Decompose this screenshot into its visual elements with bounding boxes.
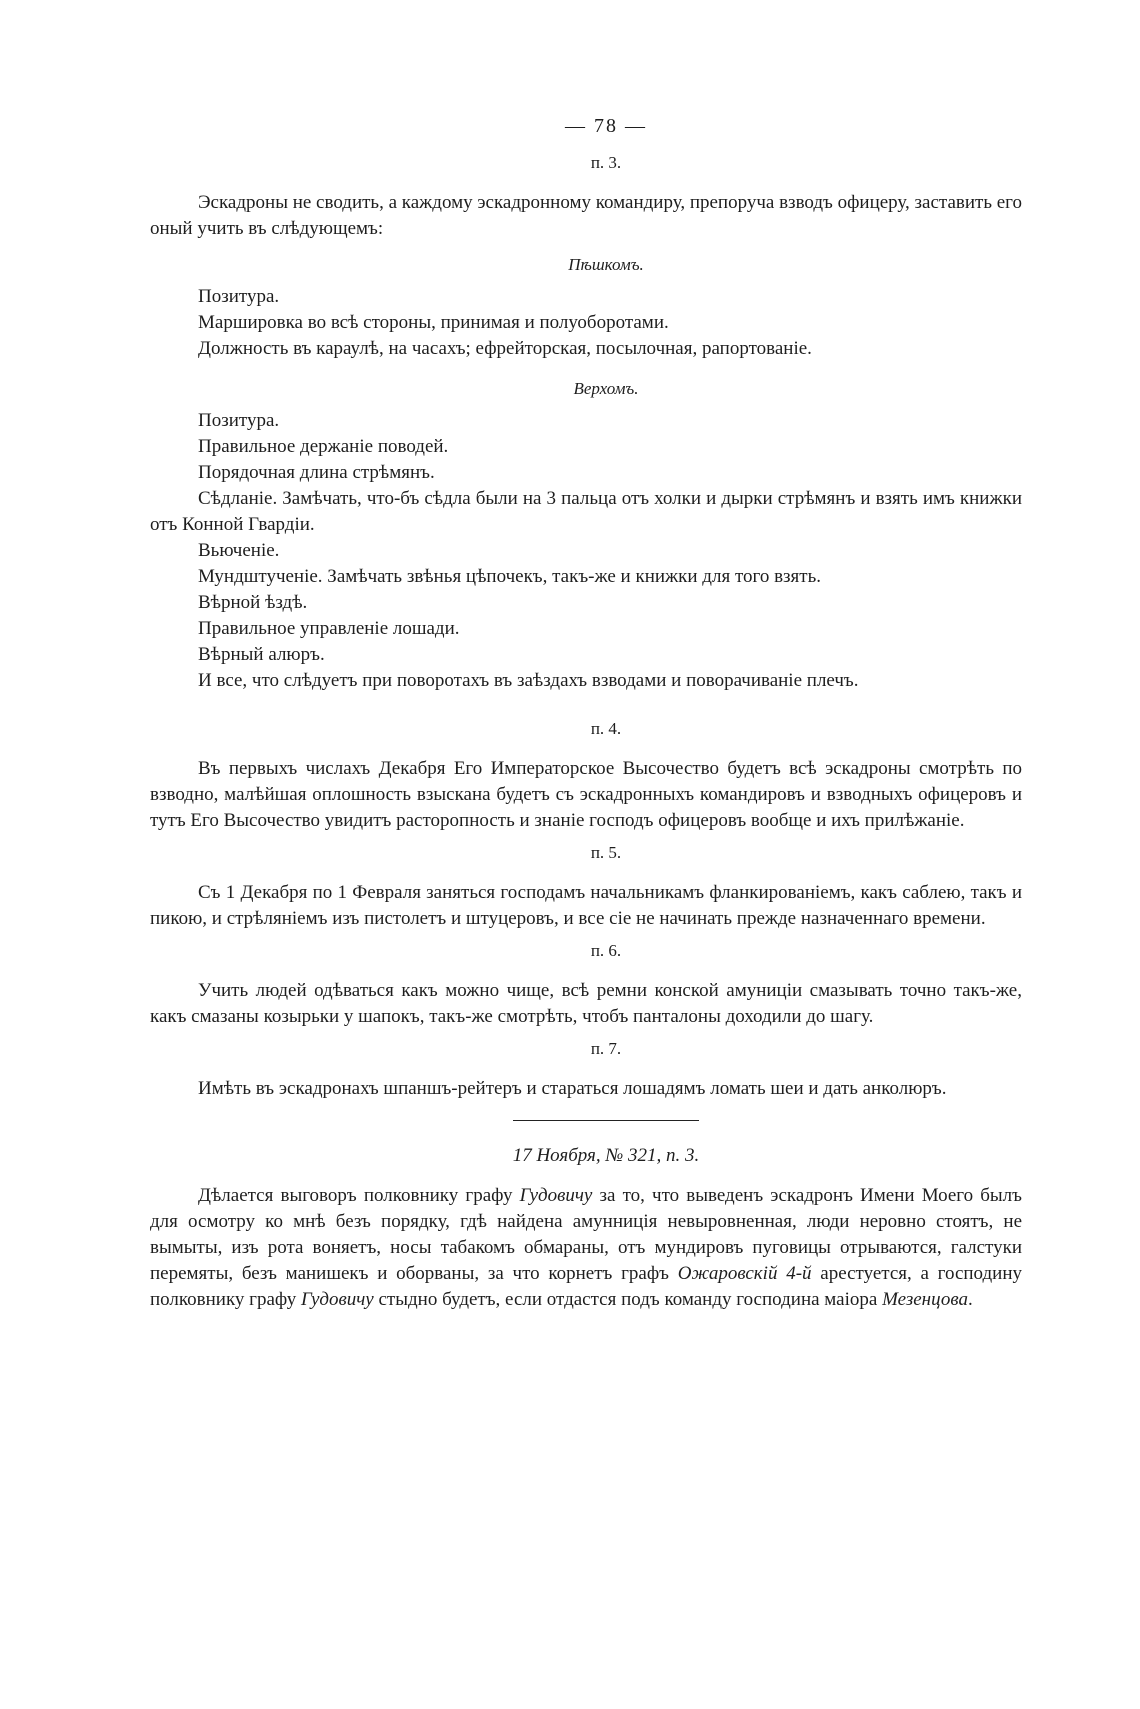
section-divider — [513, 1120, 699, 1121]
order-text — [150, 1183, 1022, 1313]
foot-item: Должность въ караулѣ, на часахъ; ефрейторская, посылочная, рапортованіе. — [198, 338, 812, 359]
horse-item: Правильное управленіе лошади. — [198, 618, 460, 639]
section-3-intro: Эскадроны не сводить, а каждому эскадронному командиру, препоруча взводъ офицеру, заставить его оный учить въ слѣдующемъ: — [150, 192, 1022, 239]
order-text-part: . — [967, 1289, 973, 1310]
document-page — [150, 108, 1022, 1313]
section-heading-6: п. 6. — [590, 941, 622, 960]
horse-item: Сѣдланіе. Замѣчать, что-бъ сѣдла были на 3 пальца отъ холки и дырки стрѣмянъ и взять имъ книжки отъ Конной Гвардіи. — [150, 488, 1022, 535]
section-7-text: Имѣть въ эскадронахъ шпаншъ-рейтеръ и стараться лошадямъ ломать шеи и дать анколюръ. — [198, 1078, 947, 1099]
foot-item: Маршировка во всѣ стороны, принимая и полуоборотами. — [198, 312, 669, 333]
horse-item: Вѣрный алюръ. — [198, 644, 325, 665]
section-heading-4: п. 4. — [590, 719, 622, 738]
horse-item: Вѣрной ѣздѣ. — [198, 592, 308, 613]
order-date-heading: 17 Ноября, № 321, п. 3. — [512, 1145, 700, 1166]
order-text-part: арестуется, а господину полковнику графу — [150, 1263, 1022, 1310]
section-5-text: Съ 1 Декабря по 1 Февраля заняться господамъ начальникамъ фланкированіемъ, какъ саблею, такъ и пикою, и стрѣляніемъ изъ пистолетъ и штуцеровъ, и все сіе не начинать прежде назначеннаго времени. — [150, 882, 1022, 929]
foot-item: Позитура. — [198, 286, 280, 307]
horse-item: Порядочная длина стрѣмянъ. — [198, 462, 435, 483]
horse-item: Вьюченіе. — [198, 540, 280, 561]
subheading-foot: Пѣшкомъ. — [568, 255, 644, 274]
section-heading-5: п. 5. — [590, 843, 622, 862]
section-heading-3: п. 3. — [590, 153, 622, 172]
person-name: Ожаровскій 4-й — [677, 1263, 812, 1284]
section-6-text: Учить людей одѣваться какъ можно чище, всѣ ремни конской амуниціи смазывать точно такъ-же, какъ смазаны козырьки у шапокъ, такъ-же смотрѣть, чтобъ панталоны доходили до шагу. — [150, 980, 1022, 1027]
person-name: Гудовичу — [519, 1185, 593, 1206]
person-name: Гудовичу — [301, 1289, 374, 1310]
subheading-horse: Верхомъ. — [573, 379, 639, 398]
order-text-part: за то, что выведенъ эскадронъ Имени Моего былъ для осмотру ко мнѣ безъ порядку, гдѣ найдена амунниція невыровненная, люди неровно стоятъ, не вымыты, изъ рота воняетъ, носы табакомъ обмараны, отъ мундировъ пуговицы отрываются, галстуки перемяты, безъ манишекъ и оборваны, за что корнетъ графъ — [150, 1185, 1022, 1284]
order-text-part: стыдно будетъ, если отдастся подъ команду господина маіора — [373, 1289, 883, 1310]
section-heading-7: п. 7. — [590, 1039, 622, 1058]
horse-item: Правильное держаніе поводей. — [198, 436, 449, 457]
person-name: Мезенцова — [882, 1289, 968, 1310]
horse-item: И все, что слѣдуетъ при поворотахъ въ заѣздахъ взводами и поворачиваніе плечъ. — [198, 670, 859, 691]
horse-item: Мундштученіе. Замѣчать звѣнья цѣпочекъ, такъ-же и книжки для того взять. — [198, 566, 822, 587]
order-text-part: Дѣлается выговоръ полковнику графу — [198, 1185, 520, 1206]
page-number: — 78 — — [565, 115, 647, 137]
section-4-text: Въ первыхъ числахъ Декабря Его Императорское Высочество будетъ всѣ эскадроны смотрѣть по взводно, малѣйшая оплошность взыскана будетъ съ эскадронныхъ командировъ и взводныхъ офицеровъ и тутъ Его Высочество увидитъ расторопность и знаніе господъ офицеровъ вообще и ихъ прилѣжаніе. — [150, 758, 1022, 831]
horse-item: Позитура. — [198, 410, 280, 431]
